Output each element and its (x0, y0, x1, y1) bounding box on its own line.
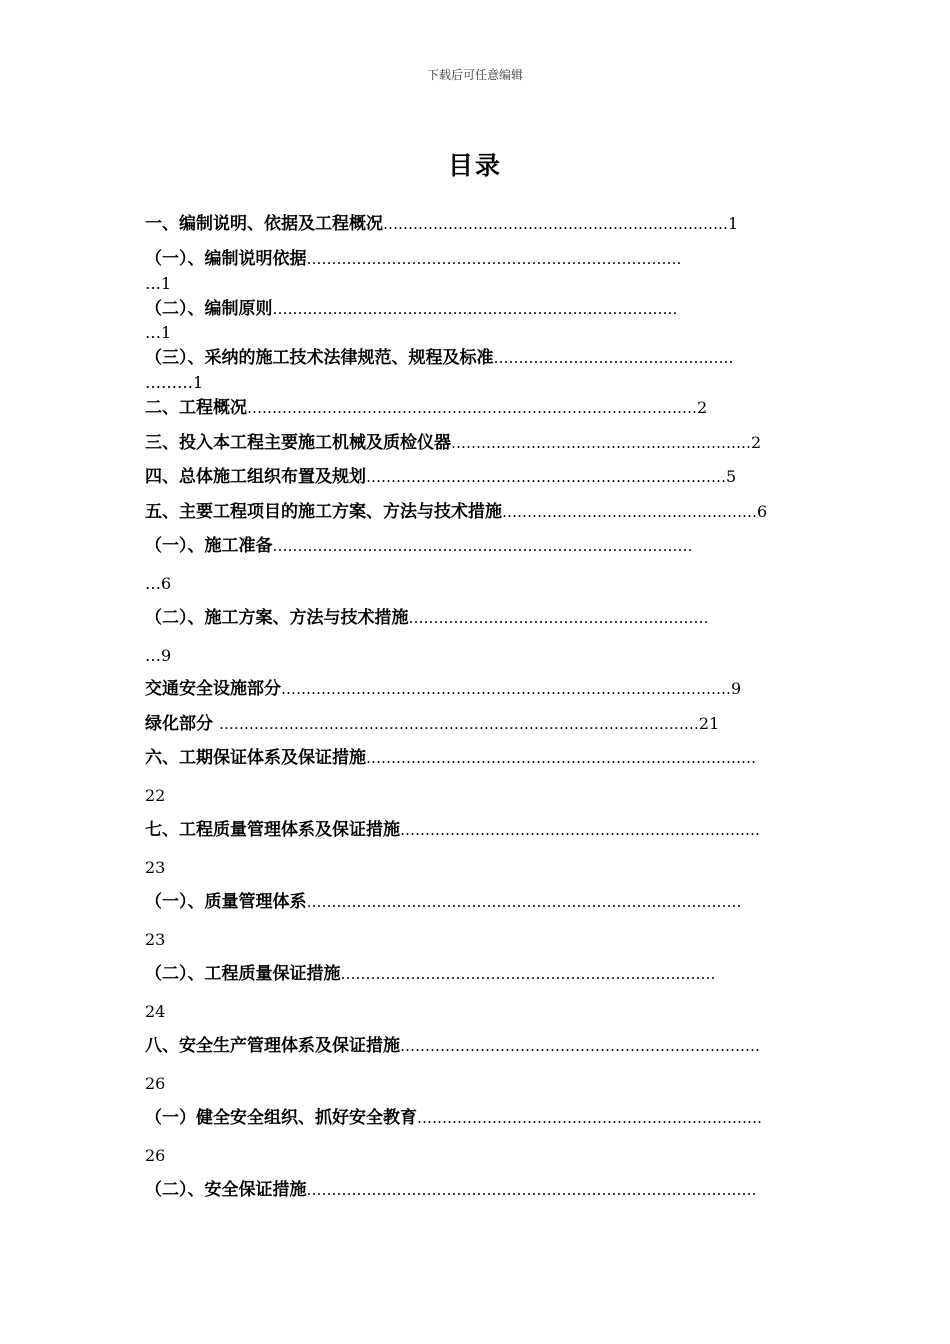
toc-entry-label: （一）、质量管理体系 (145, 892, 307, 912)
toc-leader-dots: …………………………………………………………… (417, 1109, 762, 1127)
toc-leader-dots: ………………………………………………………………… (306, 250, 682, 268)
toc-entry[interactable] (145, 678, 805, 700)
toc-entry[interactable] (145, 607, 795, 629)
toc-page-number: 23 (145, 858, 166, 877)
toc-entry-label: （三）、采纳的施工技术法律规范、规程及标准 (145, 348, 494, 368)
toc-page-number: 21 (698, 714, 720, 733)
toc-page-number: …6 (145, 574, 172, 593)
toc-entry-label: 四、总体施工组织布置及规划 (145, 467, 366, 487)
toc-entry[interactable] (145, 347, 795, 369)
toc-page-number: …9 (145, 646, 172, 665)
toc-leader-dots: …………………………………………………………………………………… (218, 715, 699, 733)
toc-entry-label: 七、工程质量管理体系及保证措施 (145, 820, 400, 840)
toc-leader-dots: ……………………………………………………………………………… (306, 1181, 757, 1199)
toc-entry-label: 交通安全设施部分 (145, 679, 281, 699)
toc-leader-dots: ……………………………………………………………………………… (281, 680, 731, 698)
toc-leader-dots: ………………………………………………………………………… (272, 537, 693, 555)
toc-leader-dots: …………………………………………………………… (383, 215, 728, 233)
toc-entry-label: 一、编制说明、依据及工程概况 (145, 214, 383, 234)
toc-leader-dots: ……………………………………………………………… (366, 468, 726, 486)
toc-entry-label: 绿化部分 (145, 714, 219, 734)
toc-leader-dots: …………………………………………………… (408, 609, 709, 627)
toc-page-number: 9 (731, 679, 742, 698)
toc-page-number: 1 (728, 214, 739, 233)
toc-entry[interactable] (145, 713, 807, 735)
toc-entry[interactable] (145, 397, 805, 419)
toc-leader-dots: ……………………………………………………………………………… (247, 399, 697, 417)
toc-page-number: …1 (145, 274, 172, 293)
toc-page-number: …1 (145, 323, 172, 342)
toc-entry[interactable] (145, 1035, 795, 1057)
toc-page-number: 6 (757, 502, 768, 521)
toc-entry-label: （一）健全安全组织、抓好安全教育 (145, 1108, 417, 1128)
toc-entry-label: 二、工程概况 (145, 398, 247, 418)
toc-entry[interactable] (145, 535, 795, 557)
toc-entry-label: （一）、编制说明依据 (145, 249, 307, 269)
toc-entry-label: （一）、施工准备 (145, 536, 273, 556)
toc-page-number: 26 (145, 1074, 166, 1093)
toc-leader-dots: ……………………………………………………………… (400, 821, 760, 839)
toc-entry-label: （二）、施工方案、方法与技术措施 (145, 608, 409, 628)
toc-page-number: 2 (697, 398, 708, 417)
toc-entry[interactable] (145, 501, 805, 523)
toc-page-number: 24 (145, 1002, 166, 1021)
toc-entry-label: 六、工期保证体系及保证措施 (145, 748, 366, 768)
toc-entry[interactable] (145, 1179, 795, 1201)
toc-entry[interactable] (145, 466, 805, 488)
toc-page-number: ………1 (145, 373, 204, 392)
toc-entry[interactable] (145, 248, 795, 270)
page-header: 下载后可任意编辑 (426, 68, 523, 82)
toc-page-number: 26 (145, 1146, 166, 1165)
toc-entry-label: （二）、安全保证措施 (145, 1180, 307, 1200)
toc-entry[interactable] (145, 963, 795, 985)
page-title: 目录 (447, 151, 502, 180)
toc-entry[interactable] (145, 1107, 795, 1129)
toc-entry[interactable] (145, 298, 795, 320)
toc-leader-dots: …………………………………………………………………… (366, 749, 756, 767)
toc-entry[interactable] (145, 891, 795, 913)
toc-entry[interactable] (145, 432, 805, 454)
toc-leader-dots: …………………………………………… (502, 503, 757, 521)
toc-leader-dots: ………………………………………… (493, 349, 734, 367)
toc-leader-dots: …………………………………………………… (451, 434, 751, 452)
toc-entry-label: 五、主要工程项目的施工方案、方法与技术措施 (145, 502, 502, 522)
toc-leader-dots: ………………………………………………………………… (340, 965, 716, 983)
toc-entry-label: 三、投入本工程主要施工机械及质检仪器 (145, 433, 451, 453)
toc-leader-dots: …………………………………………………………………………… (306, 893, 742, 911)
toc-entry[interactable] (145, 747, 795, 769)
toc-page-number: 23 (145, 930, 166, 949)
toc-page-number: 5 (726, 467, 737, 486)
toc-entry-label: 八、安全生产管理体系及保证措施 (145, 1036, 400, 1056)
toc-entry-label: （二）、工程质量保证措施 (145, 964, 341, 984)
toc-leader-dots: ……………………………………………………………… (400, 1037, 760, 1055)
toc-entry[interactable] (145, 213, 805, 235)
toc-entry[interactable] (145, 819, 795, 841)
toc-page-number: 22 (145, 786, 166, 805)
toc-entry-label: （二）、编制原则 (145, 299, 273, 319)
toc-page-number: 2 (751, 433, 762, 452)
toc-leader-dots: ……………………………………………………………………… (272, 300, 678, 318)
